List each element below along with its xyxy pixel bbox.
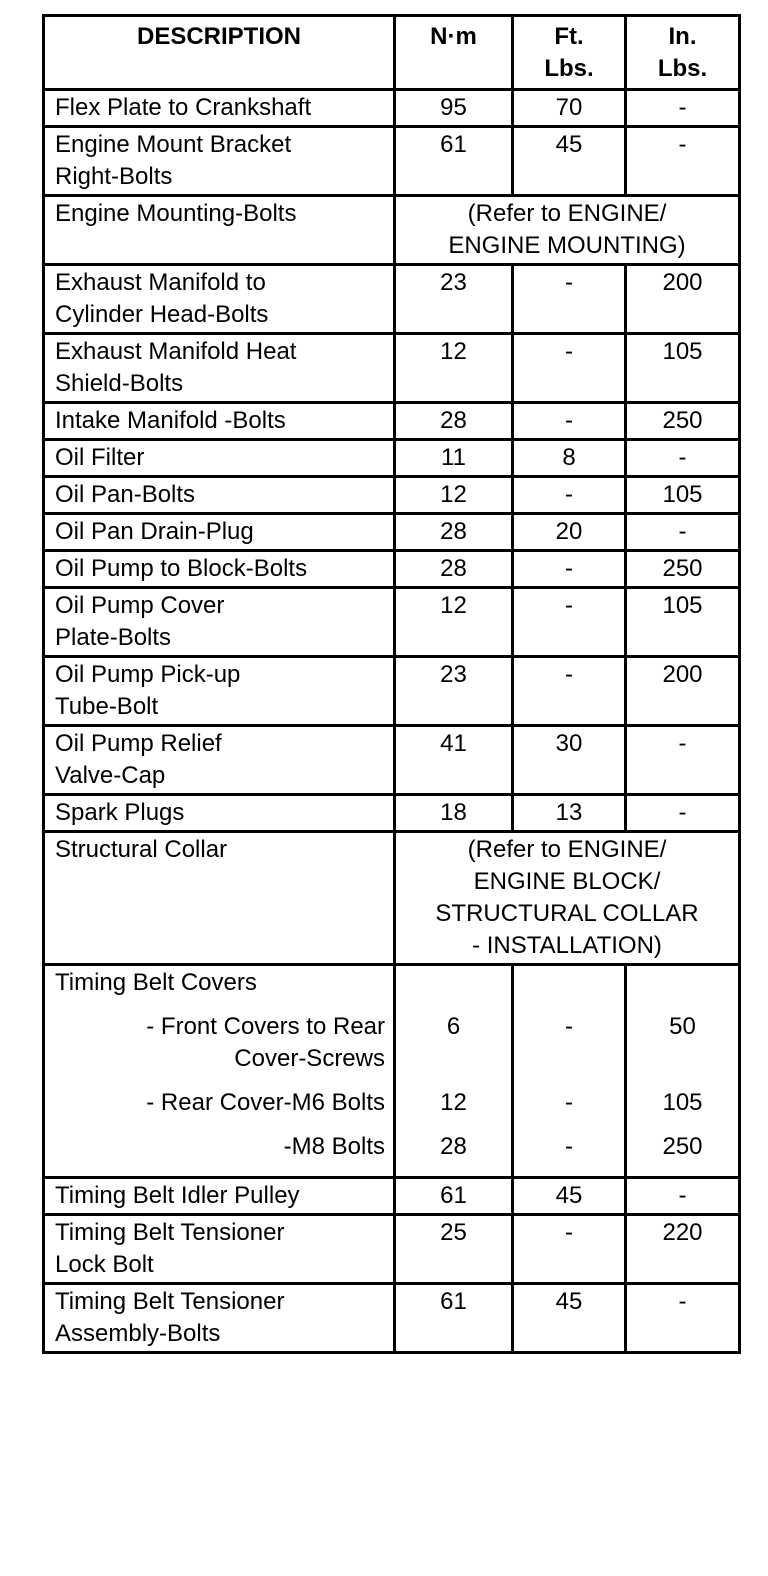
description-cell — [44, 403, 395, 440]
description-line: Engine Mounting-Bolts — [55, 200, 297, 227]
nm-cell — [395, 334, 513, 403]
header-ft-line1: Ft. — [554, 23, 584, 50]
nm-value: 28 — [440, 1133, 467, 1160]
ft-lbs-value: - — [565, 338, 573, 365]
ft-lbs-cell — [513, 403, 626, 440]
reference-note-line: (Refer to ENGINE/ — [467, 836, 667, 863]
nm-value: 95 — [440, 94, 467, 121]
in-lbs-cell — [626, 1178, 740, 1215]
nm-cell — [395, 127, 513, 196]
sub-item-in-value — [627, 1131, 738, 1163]
in-lbs-value: 200 — [662, 661, 703, 688]
in-lbs-cell — [626, 1284, 740, 1353]
in-lbs-cell — [626, 1215, 740, 1284]
nm-cell — [395, 588, 513, 657]
in-lbs-value: - — [678, 131, 687, 158]
description-line: Right-Bolts — [55, 163, 173, 190]
ft-lbs-value: - — [565, 555, 573, 582]
in-lbs-value: 250 — [662, 555, 703, 582]
in-lbs-cell — [626, 795, 740, 832]
ft-lbs-value: 45 — [555, 1182, 583, 1209]
torque-spec-table — [42, 14, 741, 1354]
table-row — [44, 588, 740, 657]
nm-value: 12 — [440, 481, 467, 508]
sub-item-in-value — [627, 1011, 738, 1075]
group-title-spacer — [396, 967, 511, 999]
line-spacer — [514, 1043, 624, 1075]
description-line: Oil Pump Relief — [55, 730, 222, 757]
sub-item-description-line: Cover-Screws — [234, 1045, 385, 1072]
table-row — [44, 965, 740, 1178]
table-header — [44, 16, 740, 90]
header-ft-lbs — [513, 16, 626, 90]
description-line: Shield-Bolts — [55, 370, 184, 397]
ft-lbs-cell — [513, 551, 626, 588]
description-line: Exhaust Manifold Heat — [55, 338, 297, 365]
in-lbs-cell — [626, 551, 740, 588]
description-cell — [44, 1284, 395, 1353]
ft-lbs-value: 45 — [555, 1288, 583, 1315]
header-in-line2: Lbs. — [657, 55, 708, 82]
nm-value: 18 — [440, 799, 467, 826]
nm-cell — [395, 965, 513, 1178]
ft-lbs-value: - — [565, 1219, 573, 1246]
table-row — [44, 657, 740, 726]
group-title: Timing Belt Covers — [55, 969, 257, 996]
description-line: Oil Filter — [55, 444, 145, 471]
in-lbs-value: 105 — [662, 338, 703, 365]
header-in-lbs — [626, 16, 740, 90]
group-title-spacer — [514, 967, 624, 999]
nm-cell — [395, 477, 513, 514]
in-lbs-cell — [626, 90, 740, 127]
description-line: Timing Belt Tensioner — [55, 1288, 285, 1315]
description-line: Cylinder Head-Bolts — [55, 301, 269, 328]
description-cell — [44, 440, 395, 477]
in-lbs-cell — [626, 403, 740, 440]
table-row — [44, 477, 740, 514]
ft-lbs-cell — [513, 514, 626, 551]
ft-lbs-value: - — [565, 661, 573, 688]
table-row — [44, 334, 740, 403]
sub-item-description-line: - Front Covers to Rear — [146, 1013, 385, 1040]
ft-value: - — [565, 1089, 573, 1116]
table-row — [44, 1284, 740, 1353]
reference-note-line: - INSTALLATION) — [472, 932, 662, 959]
description-cell — [44, 90, 395, 127]
reference-note-line: ENGINE BLOCK/ — [473, 868, 661, 895]
in-lbs-value: 105 — [662, 592, 703, 619]
description-cell — [44, 551, 395, 588]
table-row — [44, 1178, 740, 1215]
sub-item-in-value — [627, 1087, 738, 1119]
ft-lbs-value: - — [565, 592, 573, 619]
nm-value: 12 — [440, 1089, 467, 1116]
description-line: Oil Pump to Block-Bolts — [55, 555, 308, 582]
description-cell — [44, 832, 395, 965]
table-row — [44, 403, 740, 440]
in-lbs-cell — [626, 334, 740, 403]
reference-note-line: STRUCTURAL COLLAR — [435, 900, 699, 927]
line-spacer — [627, 1043, 738, 1075]
in-lbs-value: 220 — [662, 1219, 703, 1246]
description-line: Timing Belt Tensioner — [55, 1219, 285, 1246]
description-line: Oil Pump Cover — [55, 592, 225, 619]
sub-item-description — [55, 1131, 389, 1163]
in-lbs-cell — [626, 726, 740, 795]
description-line: Plate-Bolts — [55, 624, 172, 651]
ft-lbs-value: - — [565, 481, 573, 508]
in-lbs-value: - — [678, 444, 687, 471]
nm-value: 61 — [440, 1182, 467, 1209]
description-cell — [44, 477, 395, 514]
table-row — [44, 514, 740, 551]
nm-cell — [395, 514, 513, 551]
description-cell — [44, 196, 395, 265]
table-row — [44, 795, 740, 832]
sub-item-nm-value — [396, 1087, 511, 1119]
header-in-line1: In. — [668, 23, 697, 50]
table-row — [44, 551, 740, 588]
nm-value: 23 — [440, 661, 467, 688]
ft-lbs-value: 45 — [555, 131, 583, 158]
ft-lbs-value: 20 — [555, 518, 583, 545]
nm-value: 28 — [440, 407, 467, 434]
in-cell — [626, 965, 740, 1178]
description-cell — [44, 334, 395, 403]
nm-cell — [395, 551, 513, 588]
table-row — [44, 90, 740, 127]
description-cell — [44, 514, 395, 551]
description-cell — [44, 127, 395, 196]
description-line: Lock Bolt — [55, 1251, 154, 1278]
nm-value: 12 — [440, 592, 467, 619]
description-line: Tube-Bolt — [55, 693, 159, 720]
nm-cell — [395, 265, 513, 334]
in-lbs-cell — [626, 440, 740, 477]
ft-lbs-cell — [513, 265, 626, 334]
nm-cell — [395, 440, 513, 477]
sub-item-ft-value — [514, 1087, 624, 1119]
sub-item-ft-value — [514, 1131, 624, 1163]
ft-lbs-cell — [513, 90, 626, 127]
description-cell — [44, 657, 395, 726]
in-lbs-value: - — [678, 518, 687, 545]
table-row — [44, 440, 740, 477]
ft-lbs-cell — [513, 1178, 626, 1215]
description-line: Engine Mount Bracket — [55, 131, 292, 158]
header-row — [44, 16, 740, 90]
description-cell — [44, 965, 395, 1178]
sub-item-description-line: - Rear Cover-M6 Bolts — [146, 1089, 385, 1116]
reference-note-cell — [395, 832, 740, 965]
ft-lbs-cell — [513, 657, 626, 726]
ft-lbs-cell — [513, 127, 626, 196]
ft-lbs-value: - — [565, 269, 573, 296]
description-line: Structural Collar — [55, 836, 228, 863]
sub-item-description — [55, 1011, 389, 1075]
nm-value: 12 — [440, 338, 467, 365]
ft-lbs-value: 8 — [562, 444, 576, 471]
in-lbs-value: - — [678, 1182, 687, 1209]
header-nm — [395, 16, 513, 90]
header-description-label: DESCRIPTION — [136, 23, 301, 50]
ft-lbs-value: - — [565, 407, 573, 434]
table-row — [44, 1215, 740, 1284]
description-line: Oil Pump Pick-up — [55, 661, 241, 688]
group-title-spacer — [627, 967, 738, 999]
header-ft-line2: Lbs. — [544, 55, 594, 82]
nm-cell — [395, 90, 513, 127]
description-line: Timing Belt Idler Pulley — [55, 1182, 300, 1209]
in-lbs-cell — [626, 265, 740, 334]
sub-item-nm-value — [396, 1011, 511, 1075]
ft-lbs-cell — [513, 334, 626, 403]
table-row — [44, 726, 740, 795]
nm-cell — [395, 403, 513, 440]
ft-lbs-cell — [513, 795, 626, 832]
description-line: Exhaust Manifold to — [55, 269, 266, 296]
ft-cell — [513, 965, 626, 1178]
in-value: 50 — [669, 1013, 696, 1040]
ft-value: - — [565, 1013, 573, 1040]
ft-value: - — [565, 1133, 573, 1160]
nm-cell — [395, 726, 513, 795]
nm-value: 25 — [440, 1219, 467, 1246]
nm-value: 61 — [440, 1288, 467, 1315]
sub-item-nm-value — [396, 1131, 511, 1163]
header-description — [44, 16, 395, 90]
in-lbs-value: - — [678, 799, 687, 826]
description-cell — [44, 1178, 395, 1215]
reference-note-cell — [395, 196, 740, 265]
ft-lbs-cell — [513, 440, 626, 477]
nm-value: 28 — [440, 518, 467, 545]
description-line: Valve-Cap — [55, 762, 166, 789]
header-nm-label: N·m — [430, 23, 477, 50]
in-value: 105 — [662, 1089, 703, 1116]
reference-note-line: ENGINE MOUNTING) — [448, 232, 686, 259]
description-cell — [44, 726, 395, 795]
in-lbs-cell — [626, 588, 740, 657]
description-line: Oil Pan Drain-Plug — [55, 518, 254, 545]
nm-cell — [395, 795, 513, 832]
description-line: Intake Manifold -Bolts — [55, 407, 286, 434]
nm-cell — [395, 1284, 513, 1353]
nm-value: 23 — [440, 269, 467, 296]
ft-lbs-cell — [513, 726, 626, 795]
ft-lbs-cell — [513, 477, 626, 514]
in-lbs-cell — [626, 477, 740, 514]
ft-lbs-value: 30 — [555, 730, 583, 757]
in-lbs-cell — [626, 514, 740, 551]
ft-lbs-cell — [513, 1284, 626, 1353]
table-body — [44, 90, 740, 1353]
nm-value: 11 — [441, 444, 466, 471]
nm-value: 6 — [446, 1013, 461, 1040]
table-row — [44, 196, 740, 265]
description-line: Flex Plate to Crankshaft — [55, 94, 312, 121]
reference-note-line: (Refer to ENGINE/ — [467, 200, 667, 227]
description-cell — [44, 1215, 395, 1284]
in-lbs-value: - — [678, 94, 687, 121]
line-spacer — [396, 1043, 511, 1075]
description-line: Assembly-Bolts — [55, 1320, 221, 1347]
sub-item-description — [55, 1087, 389, 1119]
description-line: Oil Pan-Bolts — [55, 481, 196, 508]
nm-value: 61 — [440, 131, 467, 158]
nm-cell — [395, 657, 513, 726]
description-line: Spark Plugs — [55, 799, 185, 826]
in-lbs-value: - — [678, 730, 687, 757]
ft-lbs-cell — [513, 1215, 626, 1284]
description-cell — [44, 588, 395, 657]
nm-cell — [395, 1178, 513, 1215]
nm-value: 41 — [440, 730, 467, 757]
table-row — [44, 265, 740, 334]
in-value: 250 — [662, 1133, 703, 1160]
in-lbs-value: 200 — [662, 269, 703, 296]
nm-cell — [395, 1215, 513, 1284]
sub-item-description-line: -M8 Bolts — [283, 1133, 385, 1160]
table-row — [44, 127, 740, 196]
nm-value: 28 — [440, 555, 467, 582]
ft-lbs-value: 70 — [555, 94, 583, 121]
ft-lbs-value: 13 — [555, 799, 583, 826]
in-lbs-value: - — [678, 1288, 687, 1315]
description-cell — [44, 265, 395, 334]
sub-item-ft-value — [514, 1011, 624, 1075]
table-row — [44, 832, 740, 965]
description-cell — [44, 795, 395, 832]
in-lbs-value: 105 — [662, 481, 703, 508]
ft-lbs-cell — [513, 588, 626, 657]
in-lbs-value: 250 — [662, 407, 703, 434]
in-lbs-cell — [626, 657, 740, 726]
in-lbs-cell — [626, 127, 740, 196]
